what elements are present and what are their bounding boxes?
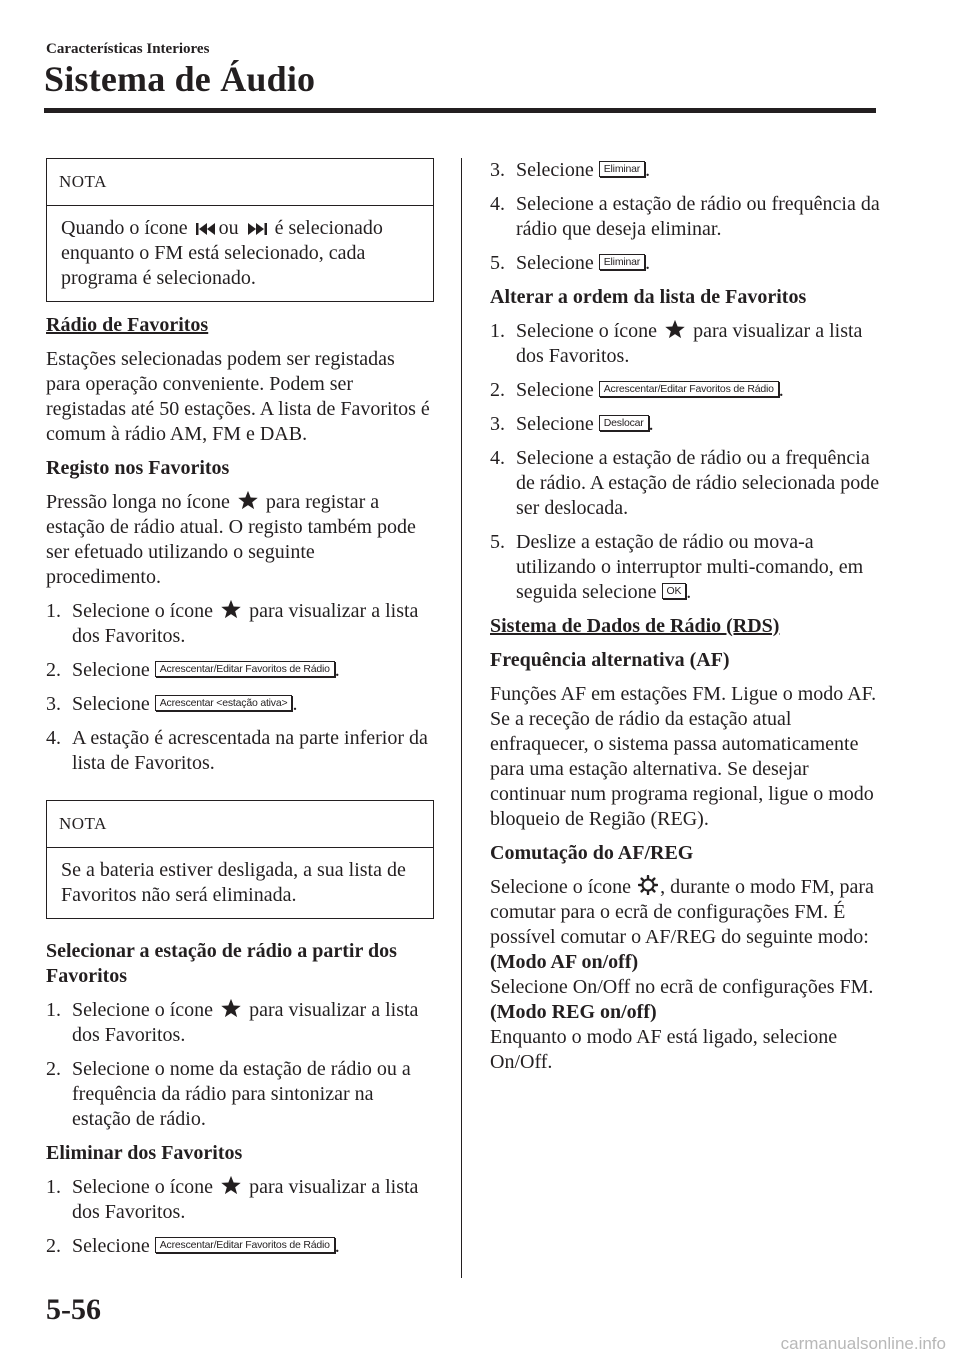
list-item: 5. Deslize a estação de rádio ou mova-a utilizando o interruptor multi-comando, em seguida selecione OK . — [490, 531, 864, 603]
heading-eliminar: Eliminar dos Favoritos — [46, 1142, 243, 1164]
list-item: 2. Selecione o nome da estação de rádio ou a frequência da rádio para sintonizar na estação de rádio. — [46, 1058, 411, 1130]
add-active-station-button: Acrescentar <estação ativa> — [155, 695, 293, 711]
list-item: 1. Selecione o ícone para visualizar a lista dos Favoritos. — [490, 320, 863, 367]
switch-paragraph: Selecione o ícone , durante o modo FM, para comutar para o ecrã de configurações FM. É possível comutar o AF/REG do seguinte modo: — [490, 876, 874, 948]
star-icon — [220, 1175, 242, 1195]
af-paragraph: Funções AF em estações FM. Ligue o modo AF. Se a receção de rádio da estação atual enfraquecer, o sistema passa automaticamente para uma estação alternativa. Se desejar continuar num programa regional, ligue o modo bloqueio de Região (REG). — [490, 683, 877, 830]
register-paragraph: Pressão longa no ícone para registar a estação de rádio atual. O registo também pode ser efetuado utilizando o seguinte procedimento. — [46, 491, 416, 588]
reg-mode-text: Enquanto o modo AF está ligado, selecione On/Off. — [490, 1026, 838, 1073]
settings-icon — [638, 875, 658, 895]
move-button: Deslocar — [599, 415, 649, 431]
list-item: 2. Selecione Acrescentar/Editar Favoritos de Rádio . — [46, 659, 340, 681]
heading-comutacao: Comutação do AF/REG — [490, 842, 694, 864]
list-item: 3. Selecione Acrescentar <estação ativa> . — [46, 693, 298, 715]
list-item: 4. A estação é acrescentada na parte inferior da lista de Favoritos. — [46, 727, 428, 774]
list-item: 5. Selecione Eliminar . — [490, 252, 651, 274]
add-edit-favorites-button: Acrescentar/Editar Favoritos de Rádio — [155, 661, 335, 677]
af-mode-heading: (Modo AF on/off) — [490, 951, 639, 973]
list-item: 2. Selecione Acrescentar/Editar Favoritos de Rádio . — [46, 1235, 340, 1257]
seek-forward-icon — [246, 222, 268, 236]
heading-af: Frequência alternativa (AF) — [490, 649, 730, 671]
delete-button: Eliminar — [599, 161, 645, 177]
star-icon — [220, 998, 242, 1018]
list-item: 4. Selecione a estação de rádio ou frequência da rádio que deseja eliminar. — [490, 193, 880, 240]
list-item: 4. Selecione a estação de rádio ou a frequência de rádio. A estação de rádio selecionada pode ser deslocada. — [490, 447, 880, 519]
add-edit-favorites-button: Acrescentar/Editar Favoritos de Rádio — [155, 1237, 335, 1253]
heading-alterar-ordem: Alterar a ordem da lista de Favoritos — [490, 286, 807, 308]
list-item: 3. Selecione Eliminar . — [490, 159, 651, 181]
list-item: 1. Selecione o ícone para visualizar a lista dos Favoritos. — [46, 999, 419, 1046]
note-box-battery — [46, 800, 434, 919]
list-item: 1. Selecione o ícone para visualizar a lista dos Favoritos. — [46, 1176, 419, 1223]
heading-radio-favoritos: Rádio de Favoritos — [46, 314, 209, 336]
list-item: 1. Selecione o ícone para visualizar a lista dos Favoritos. — [46, 600, 419, 647]
page-title: Sistema de Áudio — [44, 59, 316, 99]
page-number: 5-56 — [46, 1293, 101, 1326]
header-rule — [44, 108, 876, 113]
heading-registo: Registo nos Favoritos — [46, 457, 230, 479]
note-body: Se a bateria estiver desligada, a sua lista de Favoritos não será eliminada. — [61, 859, 406, 906]
note-box-seek — [46, 158, 434, 302]
reg-mode-heading: (Modo REG on/off) — [490, 1001, 657, 1023]
note-heading: NOTA — [47, 159, 433, 206]
star-icon — [220, 599, 242, 619]
watermark: carmanualsonline.info — [780, 1334, 946, 1353]
seek-back-icon — [195, 222, 217, 236]
heading-rds: Sistema de Dados de Rádio (RDS) — [490, 615, 780, 637]
ok-button: OK — [662, 583, 687, 599]
delete-button: Eliminar — [599, 254, 645, 270]
add-edit-favorites-button: Acrescentar/Editar Favoritos de Rádio — [599, 381, 779, 397]
left-column — [46, 158, 434, 1268]
column-divider — [461, 158, 462, 1278]
note-body: Quando o ícone ou é selecionado enquanto o FM está selecionado, cada programa é selecionado. — [61, 217, 383, 289]
list-item: 3. Selecione Deslocar . — [490, 413, 654, 435]
star-icon — [664, 319, 686, 339]
heading-selecionar: Selecionar a estação de rádio a partir dos Favoritos — [46, 940, 397, 987]
note-heading: NOTA — [47, 801, 433, 848]
af-mode-text: Selecione On/Off no ecrã de configurações FM. — [490, 976, 874, 998]
section-label: Características Interiores — [46, 41, 210, 57]
star-icon — [237, 490, 259, 510]
right-column — [490, 158, 882, 1075]
list-item: 2. Selecione Acrescentar/Editar Favoritos de Rádio . — [490, 379, 784, 401]
favorites-paragraph: Estações selecionadas podem ser registadas para operação conveniente. Podem ser registadas até 50 estações. A lista de Favoritos é comum à rádio AM, FM e DAB. — [46, 348, 430, 445]
